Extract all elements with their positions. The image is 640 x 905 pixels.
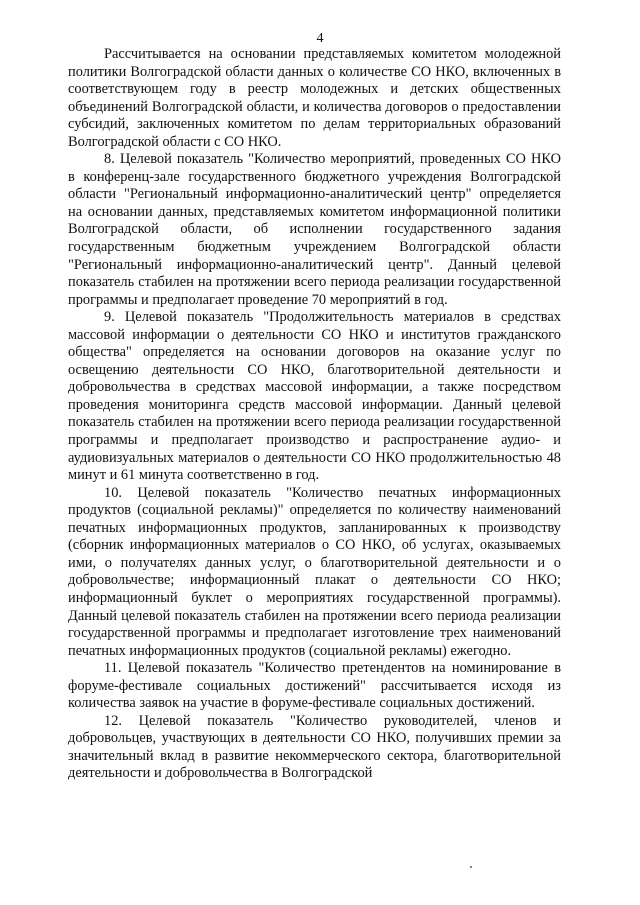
paragraph-item-12: 12. Целевой показатель "Количество руководителей, членов и добровольцев, участвующих в деятельности СО НКО, получивших премии за значительный вклад в развитие некоммерческого сектора, благотворительной деятельности и добровольчества в Волгоградской [68,712,561,782]
paragraph-item-11: 11. Целевой показатель "Количество претендентов на номинирование в форуме-фестивале социальных достижений" рассчитывается исходя из количества заявок на участие в форуме-фестивале социальных достижений. [68,660,561,712]
scan-dot-mark [470,866,472,868]
paragraph-item-10: 10. Целевой показатель "Количество печатных информационных продуктов (социальной рекламы)" определяется по количеству наименований печатных информационных продуктов, запланированных к производству (сборник информационных материалов о СО НКО, об услугах, оказываемых ими, о получателях данных услуг, о благотворительной деятельности и о добровольчестве; информационный плакат о деятельности СО НКО; информационный буклет о мероприятиях государственной программы). Данный целевой показатель стабилен на протяжении всего периода реализации государственной программы и предполагает изготовление трех наименований печатных информационных продуктов (социальной рекламы) ежегодно. [68,484,561,659]
paragraph-item-9: 9. Целевой показатель "Продолжительность материалов в средствах массовой информации о деятельности СО НКО и институтов гражданского общества" определяется на основании договоров на оказание услуг по освещению деятельности СО НКО, благотворительной деятельности и добровольчества в средствах массовой информации, а также посредством проведения мониторинга средств массовой информации. Данный целевой показатель стабилен на протяжении всего периода реализации государственной программы и предполагает производство и распространение аудио- и аудиовизуальных материалов о деятельности СО НКО продолжительностью 48 минут и 61 минута соответственно в год. [68,309,561,484]
page-number: 4 [316,31,324,46]
paragraph-intro: Рассчитывается на основании представляемых комитетом молодежной политики Волгоградской области данных о количестве СО НКО, включенных в соответствующем году в реестр молодежных и детских общественных объединений Волгоградской области, и количества договоров о предоставлении субсидий, заключенных комитетом по делам территориальных образований Волгоградской области с СО НКО. [68,46,561,150]
document-body [68,46,561,783]
paragraph-item-8: 8. Целевой показатель "Количество мероприятий, проведенных СО НКО в конференц-зале государственного бюджетного учреждения Волгоградской области "Региональный информационно-аналитический центр" определяется на основании данных, представляемых комитетом информационной политики Волгоградской области, об исполнении государственного задания государственным бюджетным учреждением Волгоградской области "Региональный информационно-аналитический центр". Данный целевой показатель стабилен на протяжении всего периода реализации государственной программы и предполагает проведение 70 мероприятий в год. [68,151,561,308]
